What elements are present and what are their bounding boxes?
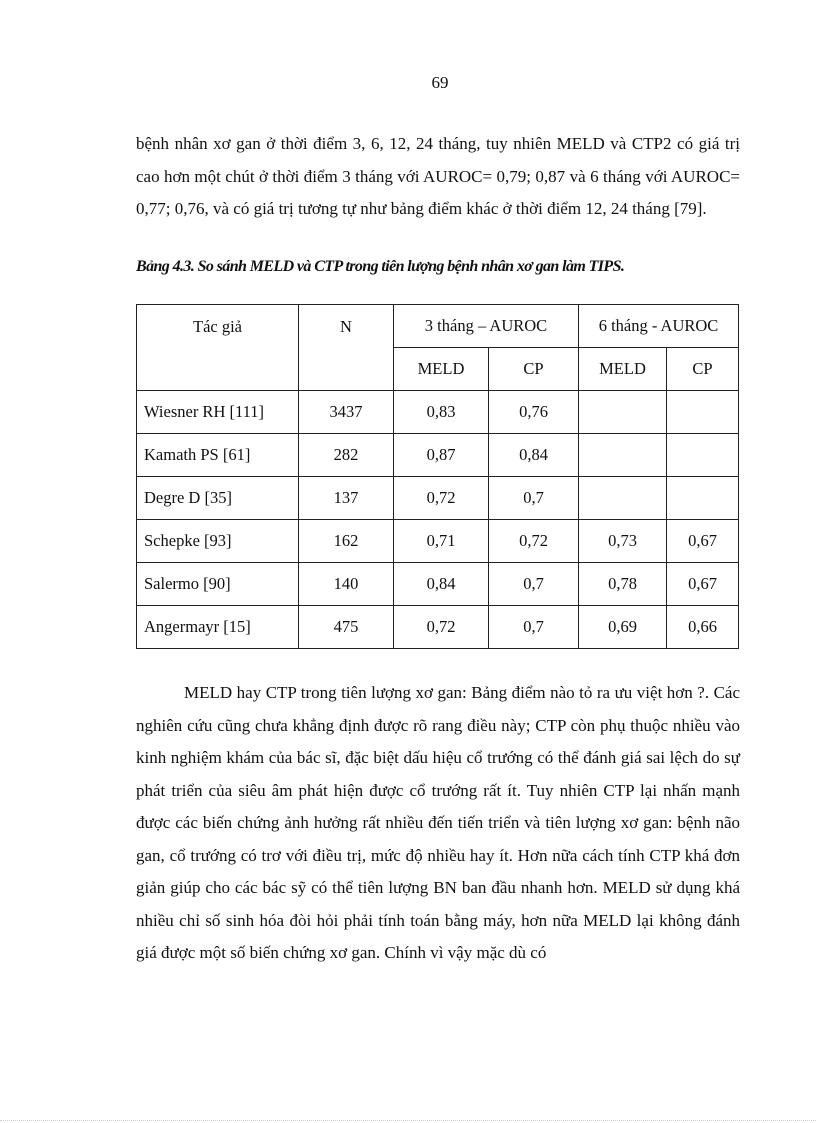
cell-cp-6-months: [667, 391, 739, 434]
page-bottom-divider: [0, 1120, 816, 1121]
cell-meld-6-months: [579, 434, 667, 477]
cell-author: Schepke [93]: [137, 520, 299, 563]
cell-meld-6-months: [579, 391, 667, 434]
cell-author: Salermo [90]: [137, 563, 299, 606]
cell-meld-3-months: 0,83: [394, 391, 489, 434]
cell-cp-6-months: 0,67: [667, 520, 739, 563]
header-meld-3-months: MELD: [394, 348, 489, 391]
cell-n: 140: [299, 563, 394, 606]
cell-meld-6-months: 0,78: [579, 563, 667, 606]
cell-n: 282: [299, 434, 394, 477]
cell-cp-6-months: [667, 477, 739, 520]
cell-cp-6-months: [667, 434, 739, 477]
cell-n: 137: [299, 477, 394, 520]
header-cp-3-months: CP: [489, 348, 579, 391]
cell-cp-3-months: 0,7: [489, 477, 579, 520]
cell-cp-3-months: 0,76: [489, 391, 579, 434]
header-group-6-months: 6 tháng - AUROC: [579, 305, 739, 348]
comparison-table: [136, 304, 739, 649]
cell-meld-3-months: 0,72: [394, 477, 489, 520]
cell-author: Degre D [35]: [137, 477, 299, 520]
header-author: Tác giả: [137, 305, 299, 391]
header-cp-6-months: CP: [667, 348, 739, 391]
table-row: [137, 391, 739, 434]
table-row: [137, 434, 739, 477]
body-paragraph: MELD hay CTP trong tiên lượng xơ gan: Bảng điểm nào tỏ ra ưu việt hơn ?. Các nghiên cứu cũng chưa khẳng định được rõ rang điều này; CTP còn phụ thuộc nhiều vào kinh nghiệm khám của bác sĩ, đặc biệt dấu hiệu cổ trướng có thể đánh giá sai lệch do sự phát triển của siêu âm phát hiện được cổ trướng rất ít. Tuy nhiên CTP lại nhấn mạnh được các biến chứng ảnh hưởng rất nhiều đến tiến triển và tiên lượng xơ gan: bệnh não gan, cổ trướng có trơ với điều trị, mức độ nhiều hay ít. Hơn nữa cách tính CTP khá đơn giản giúp cho các bác sỹ có thể tiên lượng BN ban đầu nhanh hơn. MELD sử dụng khá nhiều chỉ số sinh hóa đòi hỏi phải tính toán bằng máy, hơn nữa MELD lại không đánh giá được một số biến chứng xơ gan. Chính vì vậy mặc dù có: [136, 683, 740, 962]
cell-author: Wiesner RH [111]: [137, 391, 299, 434]
cell-n: 3437: [299, 391, 394, 434]
cell-meld-6-months: 0,73: [579, 520, 667, 563]
cell-cp-6-months: 0,66: [667, 606, 739, 649]
cell-meld-6-months: 0,69: [579, 606, 667, 649]
intro-paragraph: bệnh nhân xơ gan ở thời điểm 3, 6, 12, 24 tháng, tuy nhiên MELD và CTP2 có giá trị cao hơn một chút ở thời điểm 3 tháng với AUROC= 0,79; 0,87 và 6 tháng với AUROC= 0,77; 0,76, và có giá trị tương tự như bảng điểm khác ở thời điểm 12, 24 tháng [79].: [136, 134, 740, 218]
cell-cp-3-months: 0,84: [489, 434, 579, 477]
cell-meld-3-months: 0,71: [394, 520, 489, 563]
header-n: N: [299, 305, 394, 391]
cell-cp-6-months: 0,67: [667, 563, 739, 606]
header-group-3-months: 3 tháng – AUROC: [394, 305, 579, 348]
table-caption: Bảng 4.3. So sánh MELD và CTP trong tiên lượng bệnh nhân xơ gan làm TIPS.: [136, 258, 625, 275]
cell-author: Kamath PS [61]: [137, 434, 299, 477]
table-row: [137, 477, 739, 520]
cell-cp-3-months: 0,7: [489, 563, 579, 606]
cell-meld-3-months: 0,87: [394, 434, 489, 477]
table-row: [137, 520, 739, 563]
table-row: [137, 606, 739, 649]
table-row: [137, 563, 739, 606]
cell-meld-6-months: [579, 477, 667, 520]
cell-meld-3-months: 0,84: [394, 563, 489, 606]
cell-n: 475: [299, 606, 394, 649]
cell-meld-3-months: 0,72: [394, 606, 489, 649]
header-meld-6-months: MELD: [579, 348, 667, 391]
cell-n: 162: [299, 520, 394, 563]
cell-cp-3-months: 0,7: [489, 606, 579, 649]
cell-author: Angermayr [15]: [137, 606, 299, 649]
table-header-row: [137, 305, 739, 348]
cell-cp-3-months: 0,72: [489, 520, 579, 563]
page-number: 69: [431, 73, 449, 92]
